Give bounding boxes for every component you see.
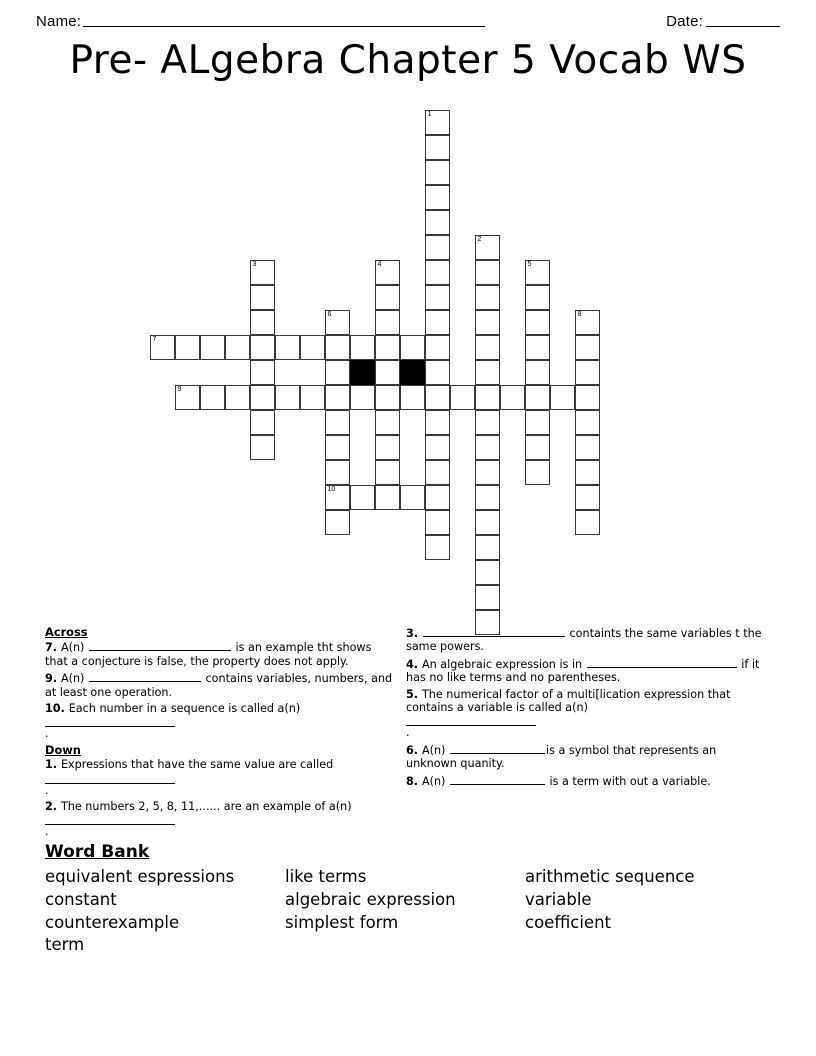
crossword-cell[interactable] xyxy=(425,310,450,335)
crossword-cell[interactable] xyxy=(325,435,350,460)
crossword-cell[interactable] xyxy=(325,485,350,510)
crossword-cell[interactable] xyxy=(250,435,275,460)
clue-text: is a term with out a variable. xyxy=(545,774,711,788)
crossword-cell[interactable] xyxy=(575,335,600,360)
clue-number: 4. xyxy=(406,657,422,671)
crossword-cell[interactable] xyxy=(575,435,600,460)
crossword-cell[interactable] xyxy=(475,235,500,260)
crossword-cell[interactable] xyxy=(425,260,450,285)
crossword-cell[interactable] xyxy=(475,410,500,435)
clue-item xyxy=(406,688,766,740)
crossword-cell[interactable] xyxy=(575,385,600,410)
crossword-cell[interactable] xyxy=(375,410,400,435)
clue-text: . xyxy=(45,727,49,741)
crossword-cell[interactable] xyxy=(375,485,400,510)
word-bank-item: simplest form xyxy=(285,912,399,932)
clue-number: 3. xyxy=(406,627,422,640)
crossword-cell[interactable] xyxy=(250,285,275,310)
clues-column-right xyxy=(406,626,766,791)
crossword-cell[interactable] xyxy=(275,385,300,410)
crossword-cell[interactable] xyxy=(275,335,300,360)
clue-item xyxy=(406,626,766,654)
crossword-cell[interactable] xyxy=(575,460,600,485)
word-bank-item: counterexample xyxy=(45,912,180,932)
word-bank-item: arithmetic sequence xyxy=(525,867,695,886)
crossword-cell[interactable] xyxy=(475,285,500,310)
clue-item xyxy=(45,640,397,668)
crossword-cell[interactable] xyxy=(225,335,250,360)
crossword-cell[interactable] xyxy=(400,485,425,510)
clue-answer-blank[interactable] xyxy=(45,813,175,825)
crossword-cell[interactable] xyxy=(250,360,275,385)
crossword-cell[interactable] xyxy=(375,260,400,285)
crossword-cell[interactable] xyxy=(475,535,500,560)
crossword-cell[interactable] xyxy=(425,185,450,210)
clue-text: . xyxy=(45,825,49,839)
crossword-cell[interactable] xyxy=(475,335,500,360)
word-bank-item: constant xyxy=(45,889,117,909)
crossword-cell[interactable] xyxy=(350,335,375,360)
crossword-cell[interactable] xyxy=(375,435,400,460)
crossword-cell[interactable] xyxy=(325,410,350,435)
down-heading: Down xyxy=(45,742,81,757)
clue-answer-blank[interactable] xyxy=(45,715,175,727)
crossword-cell[interactable] xyxy=(200,385,225,410)
crossword-cell[interactable] xyxy=(425,535,450,560)
clue-text: A(n) xyxy=(60,672,88,686)
word-bank-item xyxy=(525,934,765,957)
crossword-cell[interactable] xyxy=(250,310,275,335)
crossword-cell[interactable] xyxy=(475,435,500,460)
word-bank-item: variable xyxy=(525,889,592,909)
word-bank-title: Word Bank xyxy=(45,842,150,862)
clue-item xyxy=(406,743,766,771)
word-bank-item xyxy=(285,934,525,957)
clue-text: contains variables, numbers, and at least one operation. xyxy=(45,672,393,699)
crossword-cell[interactable] xyxy=(525,435,550,460)
clue-number: 2. xyxy=(45,800,61,814)
crossword-cell[interactable] xyxy=(300,385,325,410)
crossword-cell[interactable] xyxy=(375,385,400,410)
crossword-cell[interactable] xyxy=(475,310,500,335)
clue-item xyxy=(406,657,766,685)
crossword-cell[interactable] xyxy=(400,385,425,410)
crossword-cell-number: 5 xyxy=(527,261,532,268)
clue-text: The numerical factor of a multi[lication expression that contains a variable is called a(n) xyxy=(406,687,731,715)
crossword-cell[interactable] xyxy=(525,460,550,485)
crossword-cell[interactable] xyxy=(350,385,375,410)
clue-answer-blank[interactable] xyxy=(450,774,545,785)
word-bank-item: coefficient xyxy=(525,912,612,932)
clue-answer-blank[interactable] xyxy=(406,714,536,726)
clue-number: 7. xyxy=(45,641,61,655)
crossword-cell[interactable] xyxy=(525,260,550,285)
crossword-cell[interactable] xyxy=(575,310,600,335)
crossword-cell[interactable] xyxy=(425,410,450,435)
clue-text: The numbers 2, 5, 8, 11,...... are an example of a(n) xyxy=(60,800,352,814)
crossword-cell[interactable] xyxy=(175,385,200,410)
crossword-cell[interactable] xyxy=(425,385,450,410)
clue-number: 5. xyxy=(406,687,422,701)
crossword-cell[interactable] xyxy=(525,310,550,335)
crossword-cell[interactable] xyxy=(475,585,500,610)
crossword-cell[interactable] xyxy=(425,360,450,385)
clue-text: containts the same variables t the same powers. xyxy=(406,627,762,654)
crossword-cell[interactable] xyxy=(525,385,550,410)
name-label: Name: xyxy=(36,13,82,30)
clue-text: is an example tht shows that a conjecture is false, the property does not apply. xyxy=(45,641,372,668)
crossword-cell[interactable] xyxy=(475,260,500,285)
clue-item xyxy=(406,774,766,788)
clue-answer-blank[interactable] xyxy=(450,743,545,754)
clue-text: A(n) xyxy=(421,743,449,757)
crossword-cell[interactable] xyxy=(300,335,325,360)
crossword-cell[interactable] xyxy=(475,460,500,485)
crossword-cell[interactable] xyxy=(225,385,250,410)
crossword-cell[interactable] xyxy=(400,335,425,360)
crossword-cell-blocked xyxy=(350,360,375,385)
crossword-cell[interactable] xyxy=(425,485,450,510)
crossword-cell[interactable] xyxy=(425,160,450,185)
crossword-cell[interactable] xyxy=(525,410,550,435)
crossword-cell[interactable] xyxy=(325,360,350,385)
crossword-cell[interactable] xyxy=(175,335,200,360)
crossword-cell[interactable] xyxy=(325,310,350,335)
crossword-cell[interactable] xyxy=(575,410,600,435)
clue-answer-blank[interactable] xyxy=(45,772,175,784)
crossword-cell[interactable] xyxy=(425,110,450,135)
crossword-cell[interactable] xyxy=(150,335,175,360)
crossword-cell[interactable] xyxy=(500,385,525,410)
crossword-cell-number: 1 xyxy=(427,111,432,118)
clue-item xyxy=(45,671,397,699)
crossword-cell[interactable] xyxy=(200,335,225,360)
clue-text: . xyxy=(45,783,49,797)
clues-column-left xyxy=(45,626,397,842)
crossword-cell-number: 7 xyxy=(152,336,157,343)
crossword-cell-number: 2 xyxy=(477,236,482,243)
crossword-cell[interactable] xyxy=(575,360,600,385)
across-heading: Across xyxy=(45,625,88,639)
clue-text: A(n) xyxy=(421,774,449,788)
crossword-cell[interactable] xyxy=(375,335,400,360)
crossword-cell-number: 8 xyxy=(577,311,582,318)
crossword-cell[interactable] xyxy=(325,385,350,410)
word-bank-item: like terms xyxy=(285,867,367,886)
crossword-cell[interactable] xyxy=(525,285,550,310)
crossword-cell[interactable] xyxy=(475,360,500,385)
clue-text: . xyxy=(406,726,410,740)
crossword-cell[interactable] xyxy=(250,260,275,285)
crossword-cell[interactable] xyxy=(575,510,600,535)
clue-answer-blank[interactable] xyxy=(89,671,201,682)
clue-number: 10. xyxy=(45,702,69,716)
crossword-cell[interactable] xyxy=(250,410,275,435)
clue-answer-blank[interactable] xyxy=(587,657,737,668)
crossword-cell[interactable] xyxy=(425,285,450,310)
clue-text: Expressions that have the same value are called xyxy=(60,758,334,772)
crossword-cell[interactable] xyxy=(450,385,475,410)
clue-text: A(n) xyxy=(60,641,88,655)
clue-number: 8. xyxy=(406,774,422,788)
crossword-cell-number: 9 xyxy=(177,386,182,393)
clue-text: An algebraic expression is in xyxy=(421,657,586,671)
crossword-cell[interactable] xyxy=(425,460,450,485)
crossword-cell[interactable] xyxy=(475,510,500,535)
crossword-cell[interactable] xyxy=(475,385,500,410)
clue-number: 9. xyxy=(45,672,61,686)
crossword-cell[interactable] xyxy=(250,335,275,360)
crossword-cell[interactable] xyxy=(250,385,275,410)
word-bank xyxy=(45,842,771,957)
clue-item xyxy=(45,758,397,797)
crossword-cell-number: 3 xyxy=(252,261,257,268)
clue-answer-blank[interactable] xyxy=(423,626,565,637)
crossword-cell[interactable] xyxy=(475,485,500,510)
crossword-cell[interactable] xyxy=(375,360,400,385)
clue-text: is a symbol that represents an unknown quanity. xyxy=(406,743,717,771)
crossword-cell[interactable] xyxy=(425,510,450,535)
crossword-cell[interactable] xyxy=(375,460,400,485)
clue-number: 6. xyxy=(406,743,422,757)
word-bank-item: term xyxy=(45,935,85,955)
clue-text: if it has no like terms and no parentheses. xyxy=(406,657,760,685)
clue-answer-blank[interactable] xyxy=(89,640,231,651)
crossword-cell[interactable] xyxy=(575,485,600,510)
crossword-cell-number: 6 xyxy=(327,311,332,318)
crossword-cell[interactable] xyxy=(525,335,550,360)
crossword-cell[interactable] xyxy=(425,210,450,235)
crossword-cell[interactable] xyxy=(375,310,400,335)
crossword-cell[interactable] xyxy=(425,435,450,460)
crossword-cell-number: 10 xyxy=(327,486,336,493)
word-bank-item: equivalent espressions xyxy=(45,867,235,886)
crossword-cell[interactable] xyxy=(425,235,450,260)
crossword-cell[interactable] xyxy=(350,485,375,510)
crossword-cell[interactable] xyxy=(375,285,400,310)
crossword-cell[interactable] xyxy=(425,135,450,160)
crossword-cell[interactable] xyxy=(525,360,550,385)
crossword-cell[interactable] xyxy=(325,335,350,360)
crossword-cell-blocked xyxy=(400,360,425,385)
clue-text: Each number in a sequence is called a(n) xyxy=(68,702,301,716)
crossword-cell[interactable] xyxy=(425,335,450,360)
crossword-cell-number: 4 xyxy=(377,261,382,268)
page-title: Pre- ALgebra Chapter 5 Vocab WS xyxy=(69,38,747,83)
clue-item xyxy=(45,800,397,839)
word-bank-list xyxy=(45,866,771,957)
clue-item xyxy=(45,702,397,741)
crossword-cell[interactable] xyxy=(325,510,350,535)
date-label: Date: xyxy=(666,13,703,30)
word-bank-item: algebraic expression xyxy=(285,889,456,909)
crossword-cell[interactable] xyxy=(550,385,575,410)
crossword-cell[interactable] xyxy=(325,460,350,485)
crossword-cell[interactable] xyxy=(475,560,500,585)
clue-number: 1. xyxy=(45,758,61,772)
clues-section xyxy=(0,625,816,839)
